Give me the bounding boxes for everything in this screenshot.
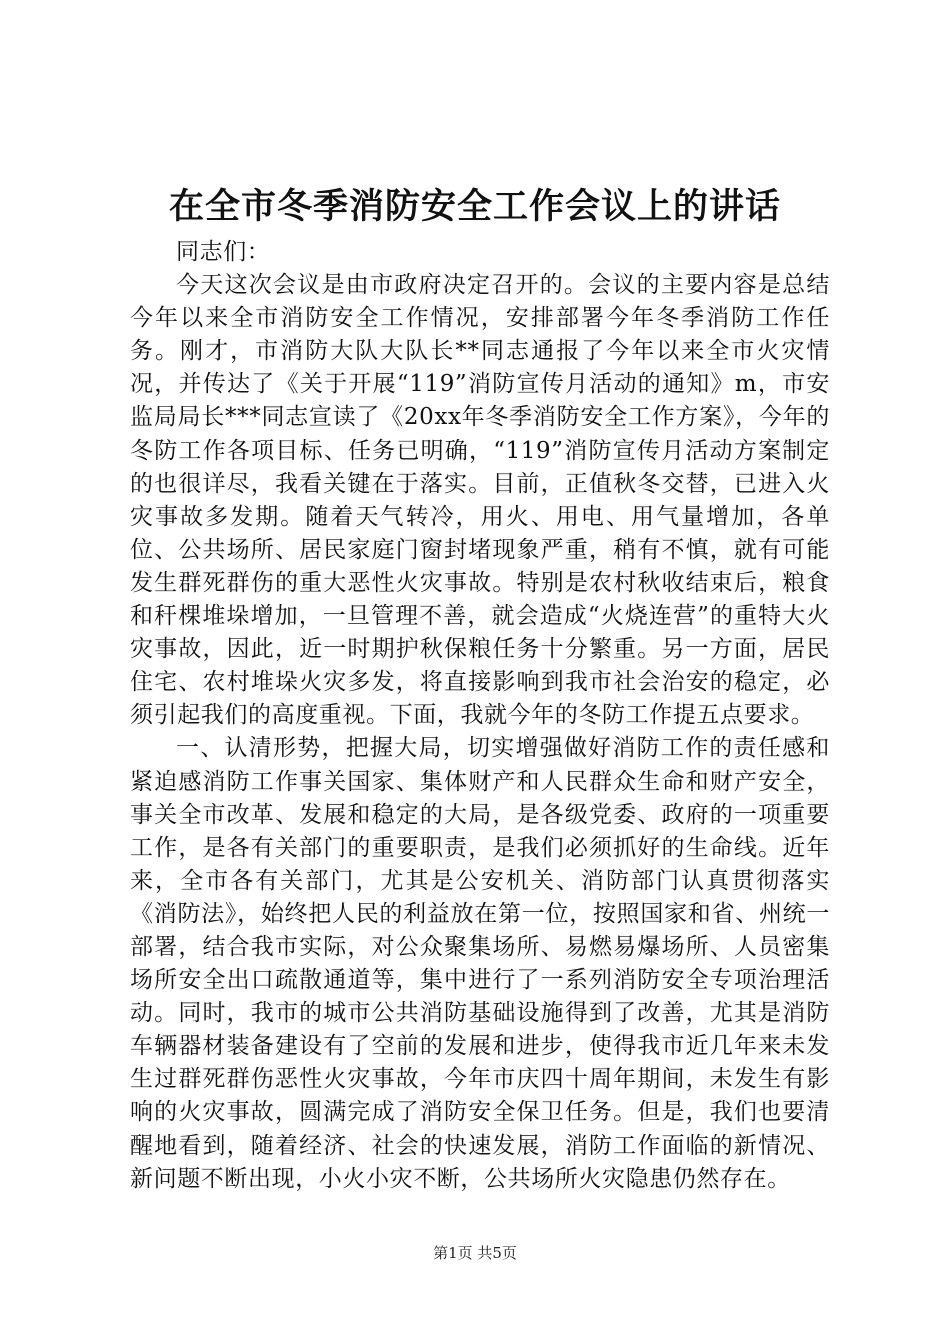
- page-number-footer: 第1页 共5页: [433, 1244, 517, 1262]
- document-body: [130, 236, 830, 1196]
- document-title: 在全市冬季消防安全工作会议上的讲话: [168, 186, 781, 227]
- paragraph: 今天这次会议是由市政府决定召开的。会议的主要内容是总结今年以来全市消防安全工作情况，安排部署今年冬季消防工作任务。刚才，市消防大队大队长**同志通报了今年以来全市火灾情况，并传达了《关于开展“119”消防宣传月活动的通知》m，市安监局局长***同志宣读了《20xx年冬季消防安全工作方案》，今年的冬防工作各项目标、任务已明确，“119”消防宣传月活动方案制定的也很详尽，我看关键在于落实。目前，正值秋冬交替，已进入火灾事故多发期。随着天气转冷，用火、用电、用气量增加，各单位、公共场所、居民家庭门窗封堵现象严重，稍有不慎，就有可能发生群死群伤的重大恶性火灾事故。特别是农村秋收结束后，粮食和秆棵堆垛增加，一旦管理不善，就会造成“火烧连营”的重特大火灾事故，因此，近一时期护秋保粮任务十分繁重。另一方面，居民住宅、农村堆垛火灾多发，将直接影响到我市社会治安的稳定，必须引起我们的高度重视。下面，我就今年的冬防工作提五点要求。: [130, 272, 830, 729]
- salutation: 同志们：: [176, 239, 271, 265]
- paragraph: 一、认清形势，把握大局，切实增强做好消防工作的责任感和紧迫感消防工作事关国家、集体财产和人民群众生命和财产安全，事关全市改革、发展和稳定的大局，是各级党委、政府的一项重要工作，是各有关部门的重要职责，是我们必须抓好的生命线。近年来，全市各有关部门，尤其是公安机关、消防部门认真贯彻落实《消防法》，始终把人民的利益放在第一位，按照国家和省、州统一部署，结合我市实际，对公众聚集场所、易燃易爆场所、人员密集场所安全出口疏散通道等，集中进行了一系列消防安全专项治理活动。同时，我市的城市公共消防基础设施得到了改善，尤其是消防车辆器材装备建设有了空前的发展和进步，使得我市近几年来未发生过群死群伤恶性火灾事故，今年市庆四十周年期间，未发生有影响的火灾事故，圆满完成了消防安全保卫任务。但是，我们也要清醒地看到，随着经济、社会的快速发展，消防工作面临的新情况、新问题不断出现，小火小灾不断，公共场所火灾隐患仍然存在。: [130, 735, 830, 1192]
